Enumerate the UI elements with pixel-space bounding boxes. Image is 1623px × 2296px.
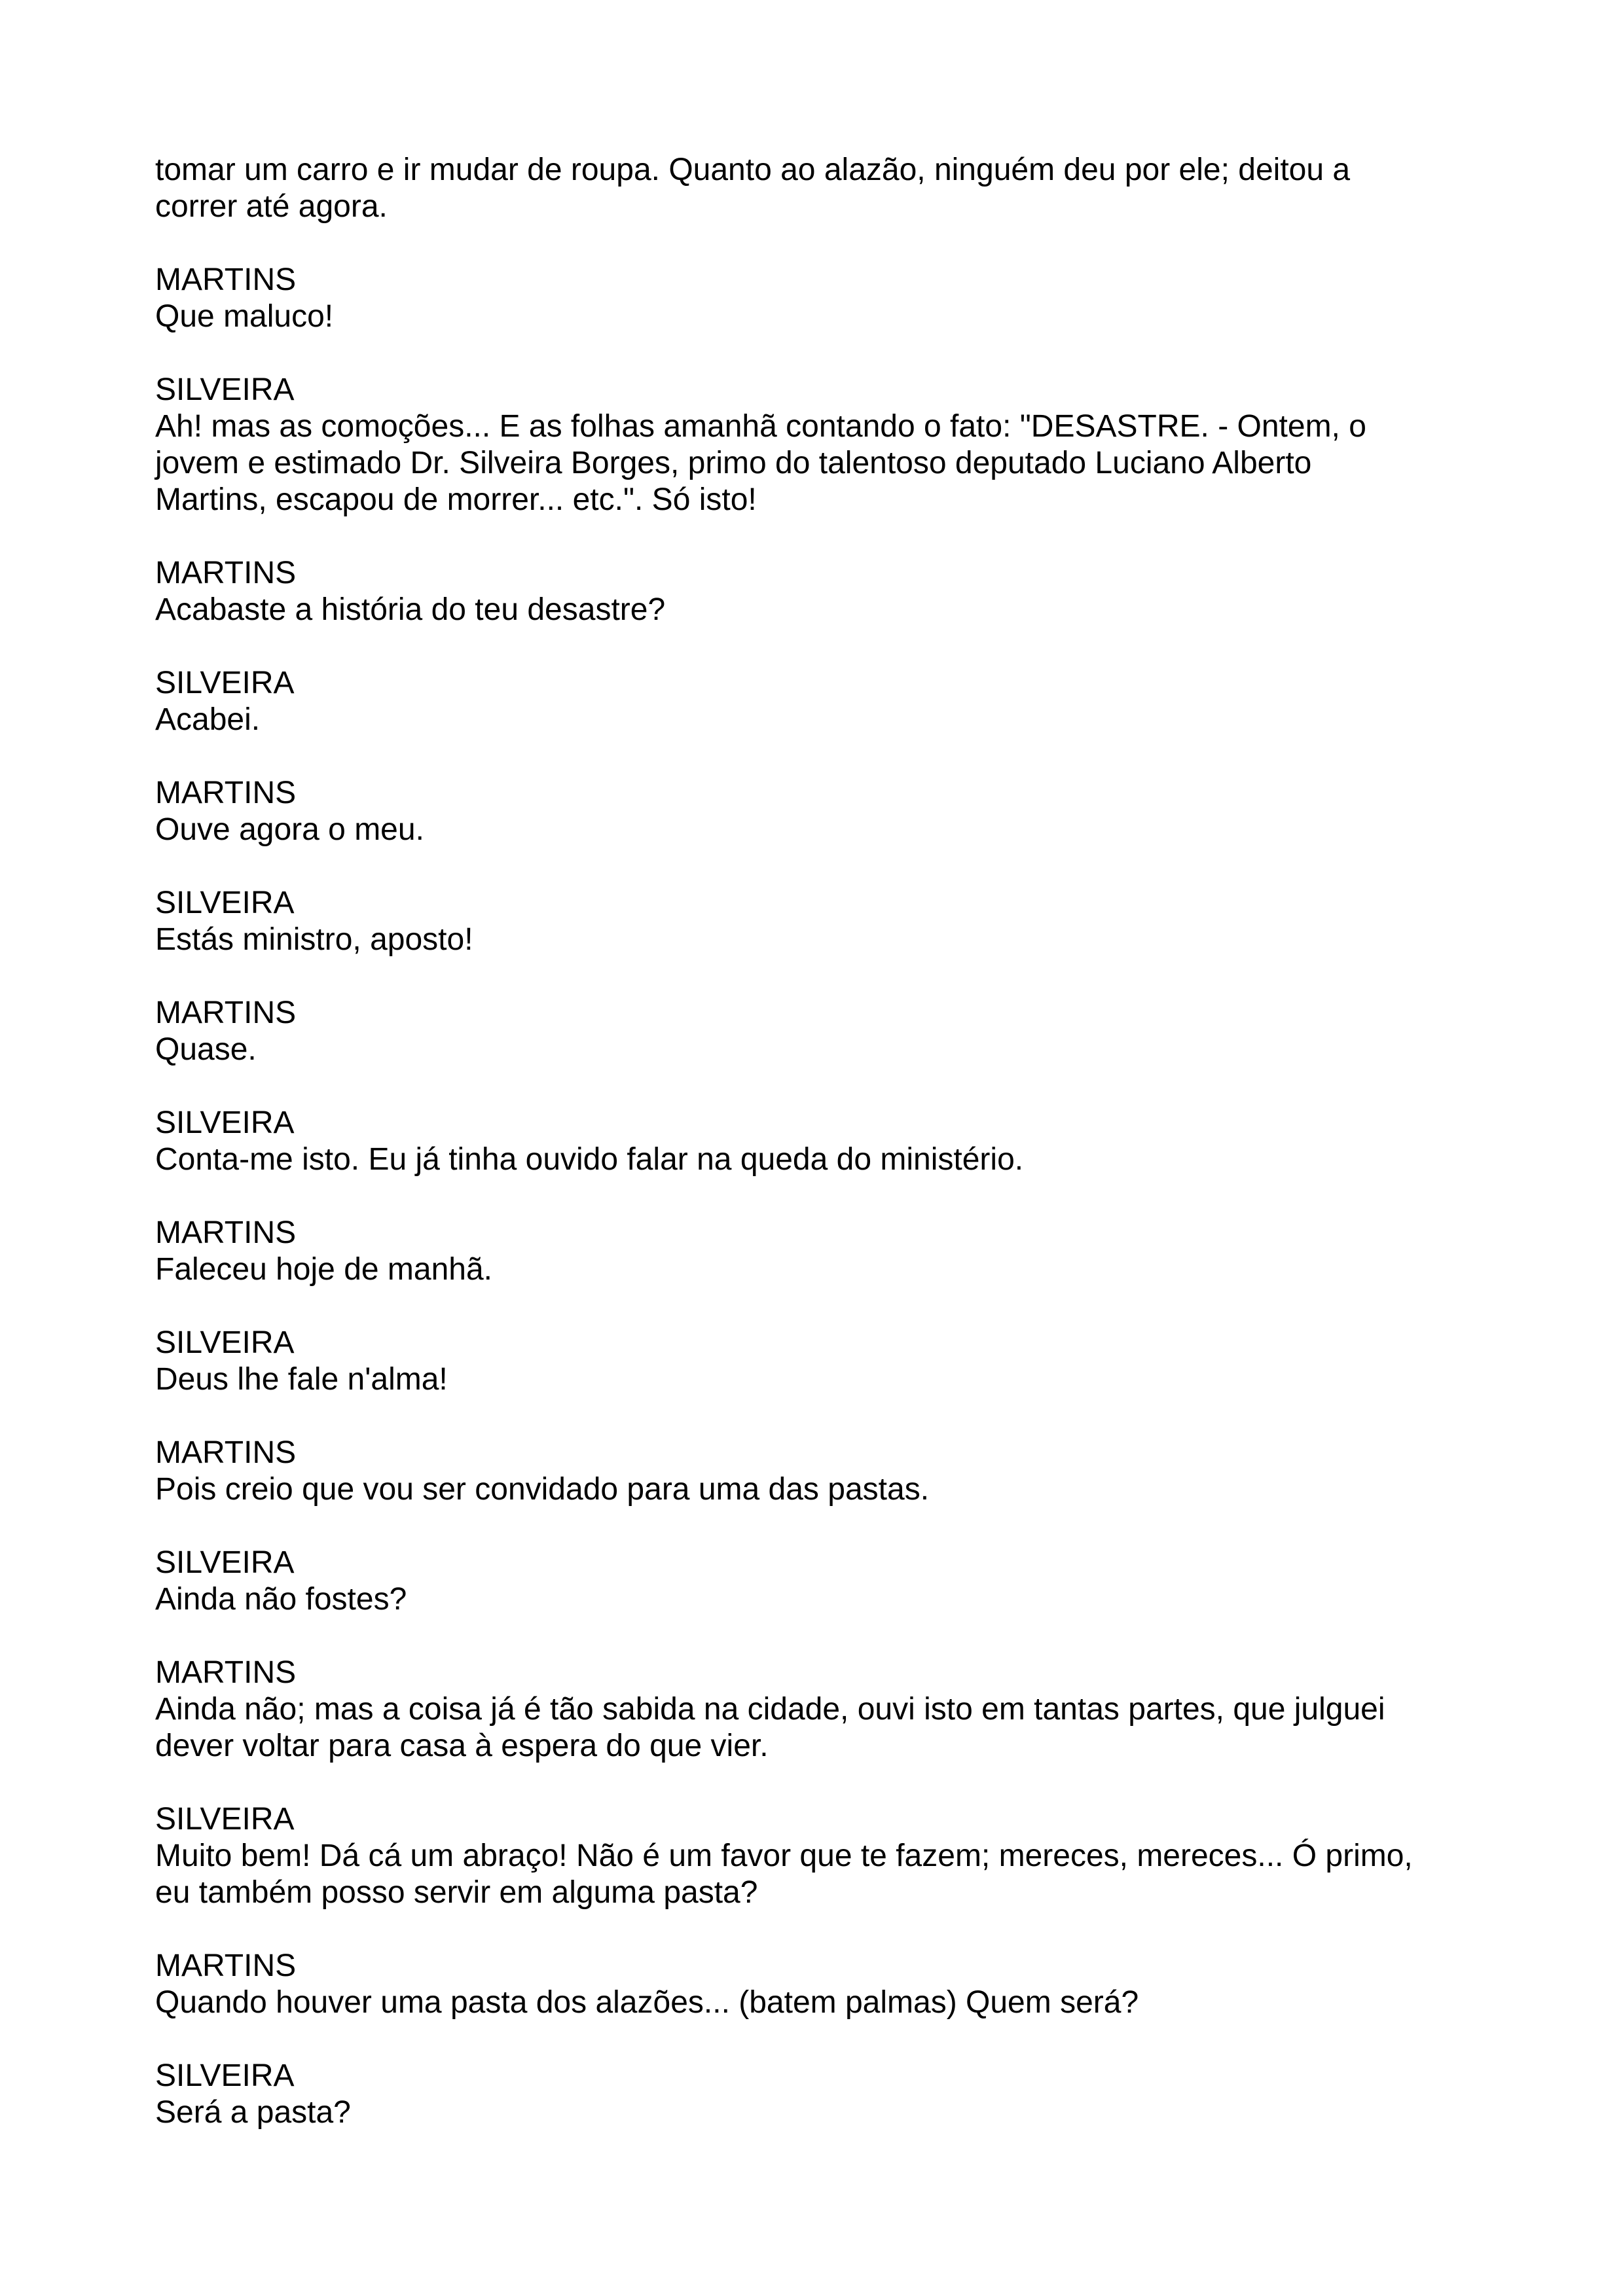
speech-line: Quase. xyxy=(155,1032,257,1067)
speech-line: Que maluco! xyxy=(155,299,334,334)
speaker-name: MARTINS xyxy=(155,1948,297,1983)
speaker-name: SILVEIRA xyxy=(155,1802,295,1837)
dialogue-block xyxy=(155,1435,1491,1508)
speaker-name: MARTINS xyxy=(155,1215,297,1250)
speech-line: eu também posso servir em alguma pasta? xyxy=(155,1875,758,1910)
speech-line: Ouve agora o meu. xyxy=(155,812,424,847)
speech-line: Martins, escapou de morrer... etc.". Só isto! xyxy=(155,482,757,517)
speaker-name: MARTINS xyxy=(155,1435,297,1470)
text-line: tomar um carro e ir mudar de roupa. Quanto ao alazão, ninguém deu por ele; deitou a xyxy=(155,152,1351,187)
dialogue-block xyxy=(155,2058,1491,2131)
dialogue-block xyxy=(155,555,1491,628)
speaker-name: SILVEIRA xyxy=(155,1545,295,1580)
speaker-name: SILVEIRA xyxy=(155,1325,295,1360)
speaker-name: MARTINS xyxy=(155,996,297,1030)
speaker-name: MARTINS xyxy=(155,556,297,590)
speech-line: Conta-me isto. Eu já tinha ouvido falar na queda do ministério. xyxy=(155,1142,1024,1177)
speech-line: Muito bem! Dá cá um abraço! Não é um favor que te fazem; mereces, mereces... Ó primo, xyxy=(155,1839,1413,1873)
text-line: correr até agora. xyxy=(155,189,388,224)
dialogue-block xyxy=(155,262,1491,335)
dialogue-block xyxy=(155,775,1491,848)
dialogue-block xyxy=(155,1105,1491,1178)
dialogue-block xyxy=(155,372,1491,518)
speaker-name: SILVEIRA xyxy=(155,666,295,700)
speech-line: Acabaste a história do teu desastre? xyxy=(155,592,666,627)
dialogue-block xyxy=(155,1801,1491,1911)
speaker-name: MARTINS xyxy=(155,776,297,810)
opening-paragraph xyxy=(155,152,1491,225)
speech-line: Deus lhe fale n'alma! xyxy=(155,1362,448,1397)
speaker-name: SILVEIRA xyxy=(155,2058,295,2093)
play-text xyxy=(155,152,1491,2131)
speech-line: Pois creio que vou ser convidado para uma das pastas. xyxy=(155,1472,930,1507)
speaker-name: MARTINS xyxy=(155,1655,297,1690)
dialogue-block xyxy=(155,665,1491,738)
speech-line: Ainda não; mas a coisa já é tão sabida na cidade, ouvi isto em tantas partes, que julguei xyxy=(155,1692,1385,1727)
speech-line: Faleceu hoje de manhã. xyxy=(155,1252,493,1287)
speech-line: Será a pasta? xyxy=(155,2095,351,2130)
speech-line: Quando houver uma pasta dos alazões... (batem palmas) Quem será? xyxy=(155,1985,1139,2020)
speech-line: jovem e estimado Dr. Silveira Borges, primo do talentoso deputado Luciano Alberto xyxy=(155,446,1312,480)
speaker-name: SILVEIRA xyxy=(155,372,295,407)
dialogue-block xyxy=(155,1655,1491,1765)
speaker-name: SILVEIRA xyxy=(155,886,295,920)
dialogue-block xyxy=(155,1545,1491,1618)
dialogue-block xyxy=(155,1325,1491,1398)
speech-line: Ah! mas as comoções... E as folhas amanhã contando o fato: "DESASTRE. - Ontem, o xyxy=(155,409,1366,444)
dialogue-block xyxy=(155,1948,1491,2021)
speech-line: dever voltar para casa à espera do que vier. xyxy=(155,1729,769,1763)
dialogue-block xyxy=(155,995,1491,1068)
speech-line: Ainda não fostes? xyxy=(155,1582,407,1617)
speech-line: Estás ministro, aposto! xyxy=(155,922,473,957)
speaker-name: SILVEIRA xyxy=(155,1105,295,1140)
dialogue-block xyxy=(155,885,1491,958)
speaker-name: MARTINS xyxy=(155,262,297,297)
dialogue-block xyxy=(155,1215,1491,1288)
speech-line: Acabei. xyxy=(155,702,261,737)
